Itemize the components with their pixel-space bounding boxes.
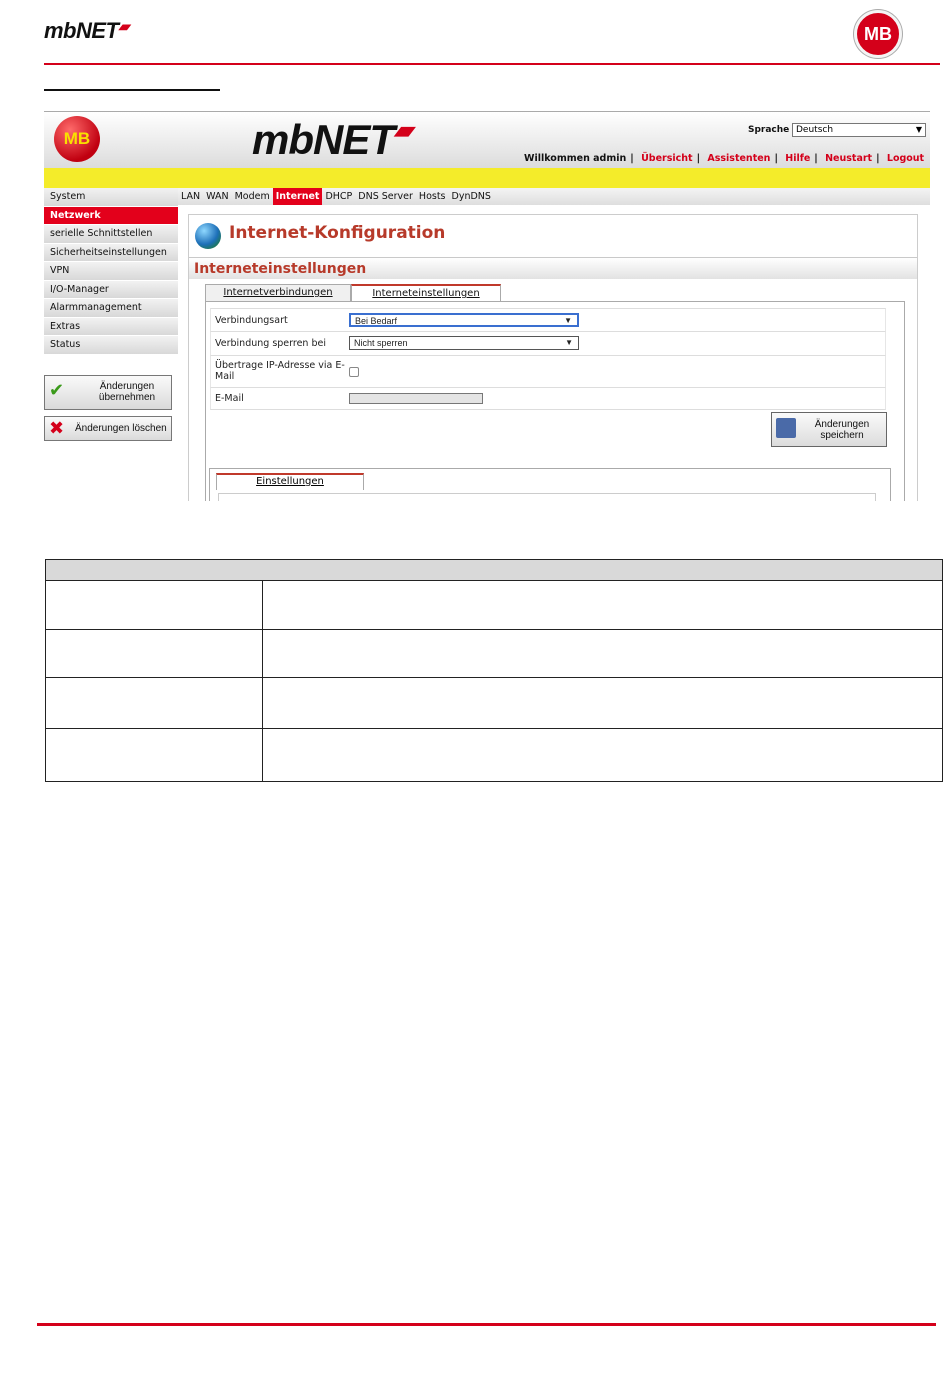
row-connection-type	[210, 308, 886, 332]
yellow-bar	[44, 168, 930, 188]
tab-internet-connections[interactable]: Internetverbindungen	[205, 284, 351, 301]
tab-hosts[interactable]: Hosts	[418, 191, 446, 202]
globe-icon	[195, 223, 221, 249]
tab-lan[interactable]: LAN	[181, 191, 201, 202]
checkmark-icon: ✔	[49, 380, 65, 400]
table-row	[46, 630, 943, 678]
email-label: E-Mail	[215, 393, 244, 404]
table-row	[46, 581, 943, 630]
row-email-ip	[210, 356, 886, 388]
tab-modem[interactable]: Modem	[234, 191, 270, 202]
row-email	[210, 388, 886, 410]
sidebar-item-vpn[interactable]: VPN	[44, 262, 178, 281]
tab-dyndns[interactable]: DynDNS	[451, 191, 491, 202]
block-connection-label: Verbindung sperren bei	[215, 338, 326, 349]
sidebar	[44, 188, 178, 355]
sidebar-item-alarm[interactable]: Alarmmanagement	[44, 299, 178, 318]
link-assistants[interactable]: Assistenten	[707, 153, 771, 164]
sidebar-item-netzwerk[interactable]: Netzwerk	[44, 207, 178, 226]
subsection-box	[209, 468, 891, 501]
sidebar-item-serial[interactable]: serielle Schnittstellen	[44, 225, 178, 244]
cross-icon: ✖	[49, 418, 65, 438]
sidebar-item-status[interactable]: Status	[44, 336, 178, 355]
connection-type-select[interactable]: Bei Bedarf ▼	[349, 313, 579, 327]
sidebar-item-io-manager[interactable]: I/O-Manager	[44, 281, 178, 300]
table-cell	[46, 630, 263, 678]
sidebar-item-security[interactable]: Sicherheitseinstellungen	[44, 244, 178, 263]
table-cell	[263, 630, 943, 678]
sidebar-item-system[interactable]: System	[44, 188, 178, 207]
tab-internet-settings[interactable]: Interneteinstellungen	[351, 284, 501, 301]
email-ip-label: Übertrage IP-Adresse via E-Mail	[215, 360, 345, 382]
sidebar-item-extras[interactable]: Extras	[44, 318, 178, 337]
mb-ball-logo: MB	[54, 116, 100, 162]
content-panel	[188, 214, 918, 501]
mb-badge-logo: MB	[854, 10, 902, 58]
app-logo: mbNET▰	[252, 116, 412, 163]
floppy-disk-icon	[776, 418, 796, 438]
web-ui-screenshot	[44, 111, 930, 501]
section-title: Interneteinstellungen	[189, 257, 917, 279]
save-changes-button[interactable]: Änderungen speichern	[771, 412, 887, 447]
apply-changes-button[interactable]: ✔ Änderungen übernehmen	[44, 375, 172, 410]
top-links: Willkommen admin | Übersicht | Assistenten | Hilfe | Neustart | Logout	[524, 153, 925, 164]
block-connection-select[interactable]: Nicht sperren ▼	[349, 336, 579, 350]
table-header-cell	[46, 560, 943, 581]
chevron-down-icon: ▼	[565, 338, 573, 347]
subnav	[178, 188, 930, 205]
link-restart[interactable]: Neustart	[825, 153, 873, 164]
table-cell	[263, 729, 943, 782]
chevron-down-icon: ▼	[564, 316, 572, 325]
email-ip-checkbox[interactable]	[349, 367, 359, 377]
connection-type-label: Verbindungsart	[215, 315, 288, 326]
tab-wan[interactable]: WAN	[206, 191, 229, 202]
tab-internet[interactable]: Internet	[273, 188, 323, 205]
tab-dns-server[interactable]: DNS Server	[358, 191, 413, 202]
description-table	[45, 559, 943, 782]
table-header-row	[46, 560, 943, 581]
header-rule	[44, 63, 940, 65]
page-title: Internet-Konfiguration	[229, 223, 446, 243]
heading-underline	[44, 89, 220, 91]
table-cell	[263, 581, 943, 630]
table-row	[46, 678, 943, 729]
table-cell	[46, 581, 263, 630]
subsection-inner	[218, 493, 876, 501]
table-cell	[46, 729, 263, 782]
chevron-down-icon: ▼	[915, 125, 922, 134]
discard-changes-button[interactable]: ✖ Änderungen löschen	[44, 416, 172, 441]
row-block-connection	[210, 332, 886, 356]
email-input[interactable]	[349, 393, 483, 404]
tab-einstellungen[interactable]: Einstellungen	[216, 473, 364, 490]
link-logout[interactable]: Logout	[886, 153, 925, 164]
footer-rule	[37, 1323, 936, 1326]
table-cell	[46, 678, 263, 729]
tab-dhcp[interactable]: DHCP	[325, 191, 353, 202]
link-overview[interactable]: Übersicht	[641, 153, 693, 164]
app-header	[44, 112, 930, 168]
language-select[interactable]: Deutsch ▼	[792, 123, 926, 137]
table-cell	[263, 678, 943, 729]
table-row	[46, 729, 943, 782]
document-logo: mbNET▰	[44, 18, 129, 43]
welcome-text: Willkommen admin	[524, 153, 627, 164]
language-label: Sprache	[748, 125, 790, 135]
link-help[interactable]: Hilfe	[785, 153, 811, 164]
